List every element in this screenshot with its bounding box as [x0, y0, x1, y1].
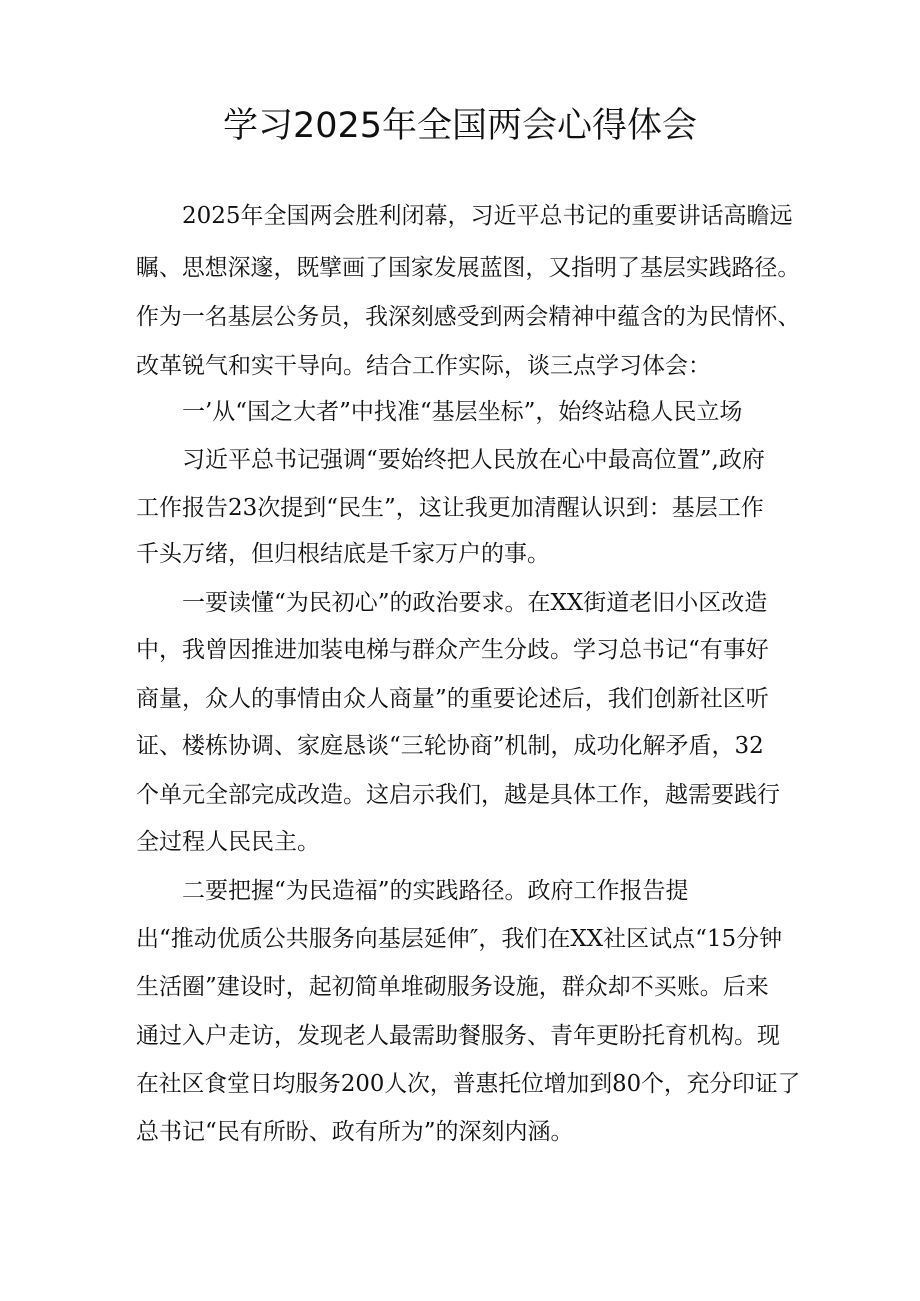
- document-title: 学习2025年全国两会心得体会: [222, 106, 698, 146]
- paragraph-line: 在社区食堂日均服务200人次，普惠托位增加到80个，充分印证了: [136, 1071, 801, 1097]
- paragraph-line: 通过入户走访，发现老人最需助餐服务、青年更盼托育机构。现: [136, 1023, 780, 1049]
- paragraph-line: 证、楼栋协调、家庭恳谈“三轮协商”机制，成功化解矛盾，32: [136, 733, 764, 759]
- paragraph-line: 一要读懂“为民初心”的政治要求。在XX街道老旧小区改造: [182, 590, 768, 616]
- paragraph-line: 瞩、思想深邃，既擘画了国家发展蓝图，又指明了基层实践路径。: [136, 255, 801, 281]
- paragraph-line: 总书记“民有所盼、政有所为”的深刻内涵。: [136, 1119, 574, 1145]
- paragraph-line: 二要把握“为民造福”的实践路径。政府工作报告提: [182, 878, 689, 904]
- paragraph-line: 全过程人民民主。: [136, 829, 320, 855]
- paragraph-line: 2025年全国两会胜利闭幕，习近平总书记的重要讲话高瞻远: [182, 203, 793, 229]
- paragraph-line: 中，我曾因推进加装电梯与群众产生分歧。学习总书记“有事好: [136, 637, 769, 663]
- paragraph-line: 商量，众人的事情由众人商量”的重要论述后，我们创新社区听: [136, 686, 769, 712]
- paragraph-line: 千头万绪，但归根结底是千家万户的事。: [136, 541, 550, 567]
- paragraph-line: 个单元全部完成改造。这启示我们，越是具体工作，越需要践行: [136, 782, 780, 808]
- paragraph-line: 作为一名基层公务员，我深刻感受到两会精神中蕴含的为民情怀、: [136, 304, 801, 330]
- paragraph-line: 出“推动优质公共服务向基层延伸″，我们在XX社区试点“15分钟: [136, 926, 783, 952]
- paragraph-line: 工作报告23次提到“民生”，这让我更加清醒认识到：基层工作: [136, 495, 764, 521]
- paragraph-line: 改革锐气和实干导向。结合工作实际，谈三点学习体会：: [136, 353, 711, 379]
- paragraph-line: 生活圈”建设时，起初简单堆砌服务设施，群众却不买账。后来: [136, 974, 769, 1000]
- section-heading: 一’从“国之大者”中找准“基层坐标”，始终站稳人民立场: [182, 399, 743, 425]
- paragraph-line: 习近平总书记强调“要始终把人民放在心中最高位置”,政府: [182, 447, 765, 473]
